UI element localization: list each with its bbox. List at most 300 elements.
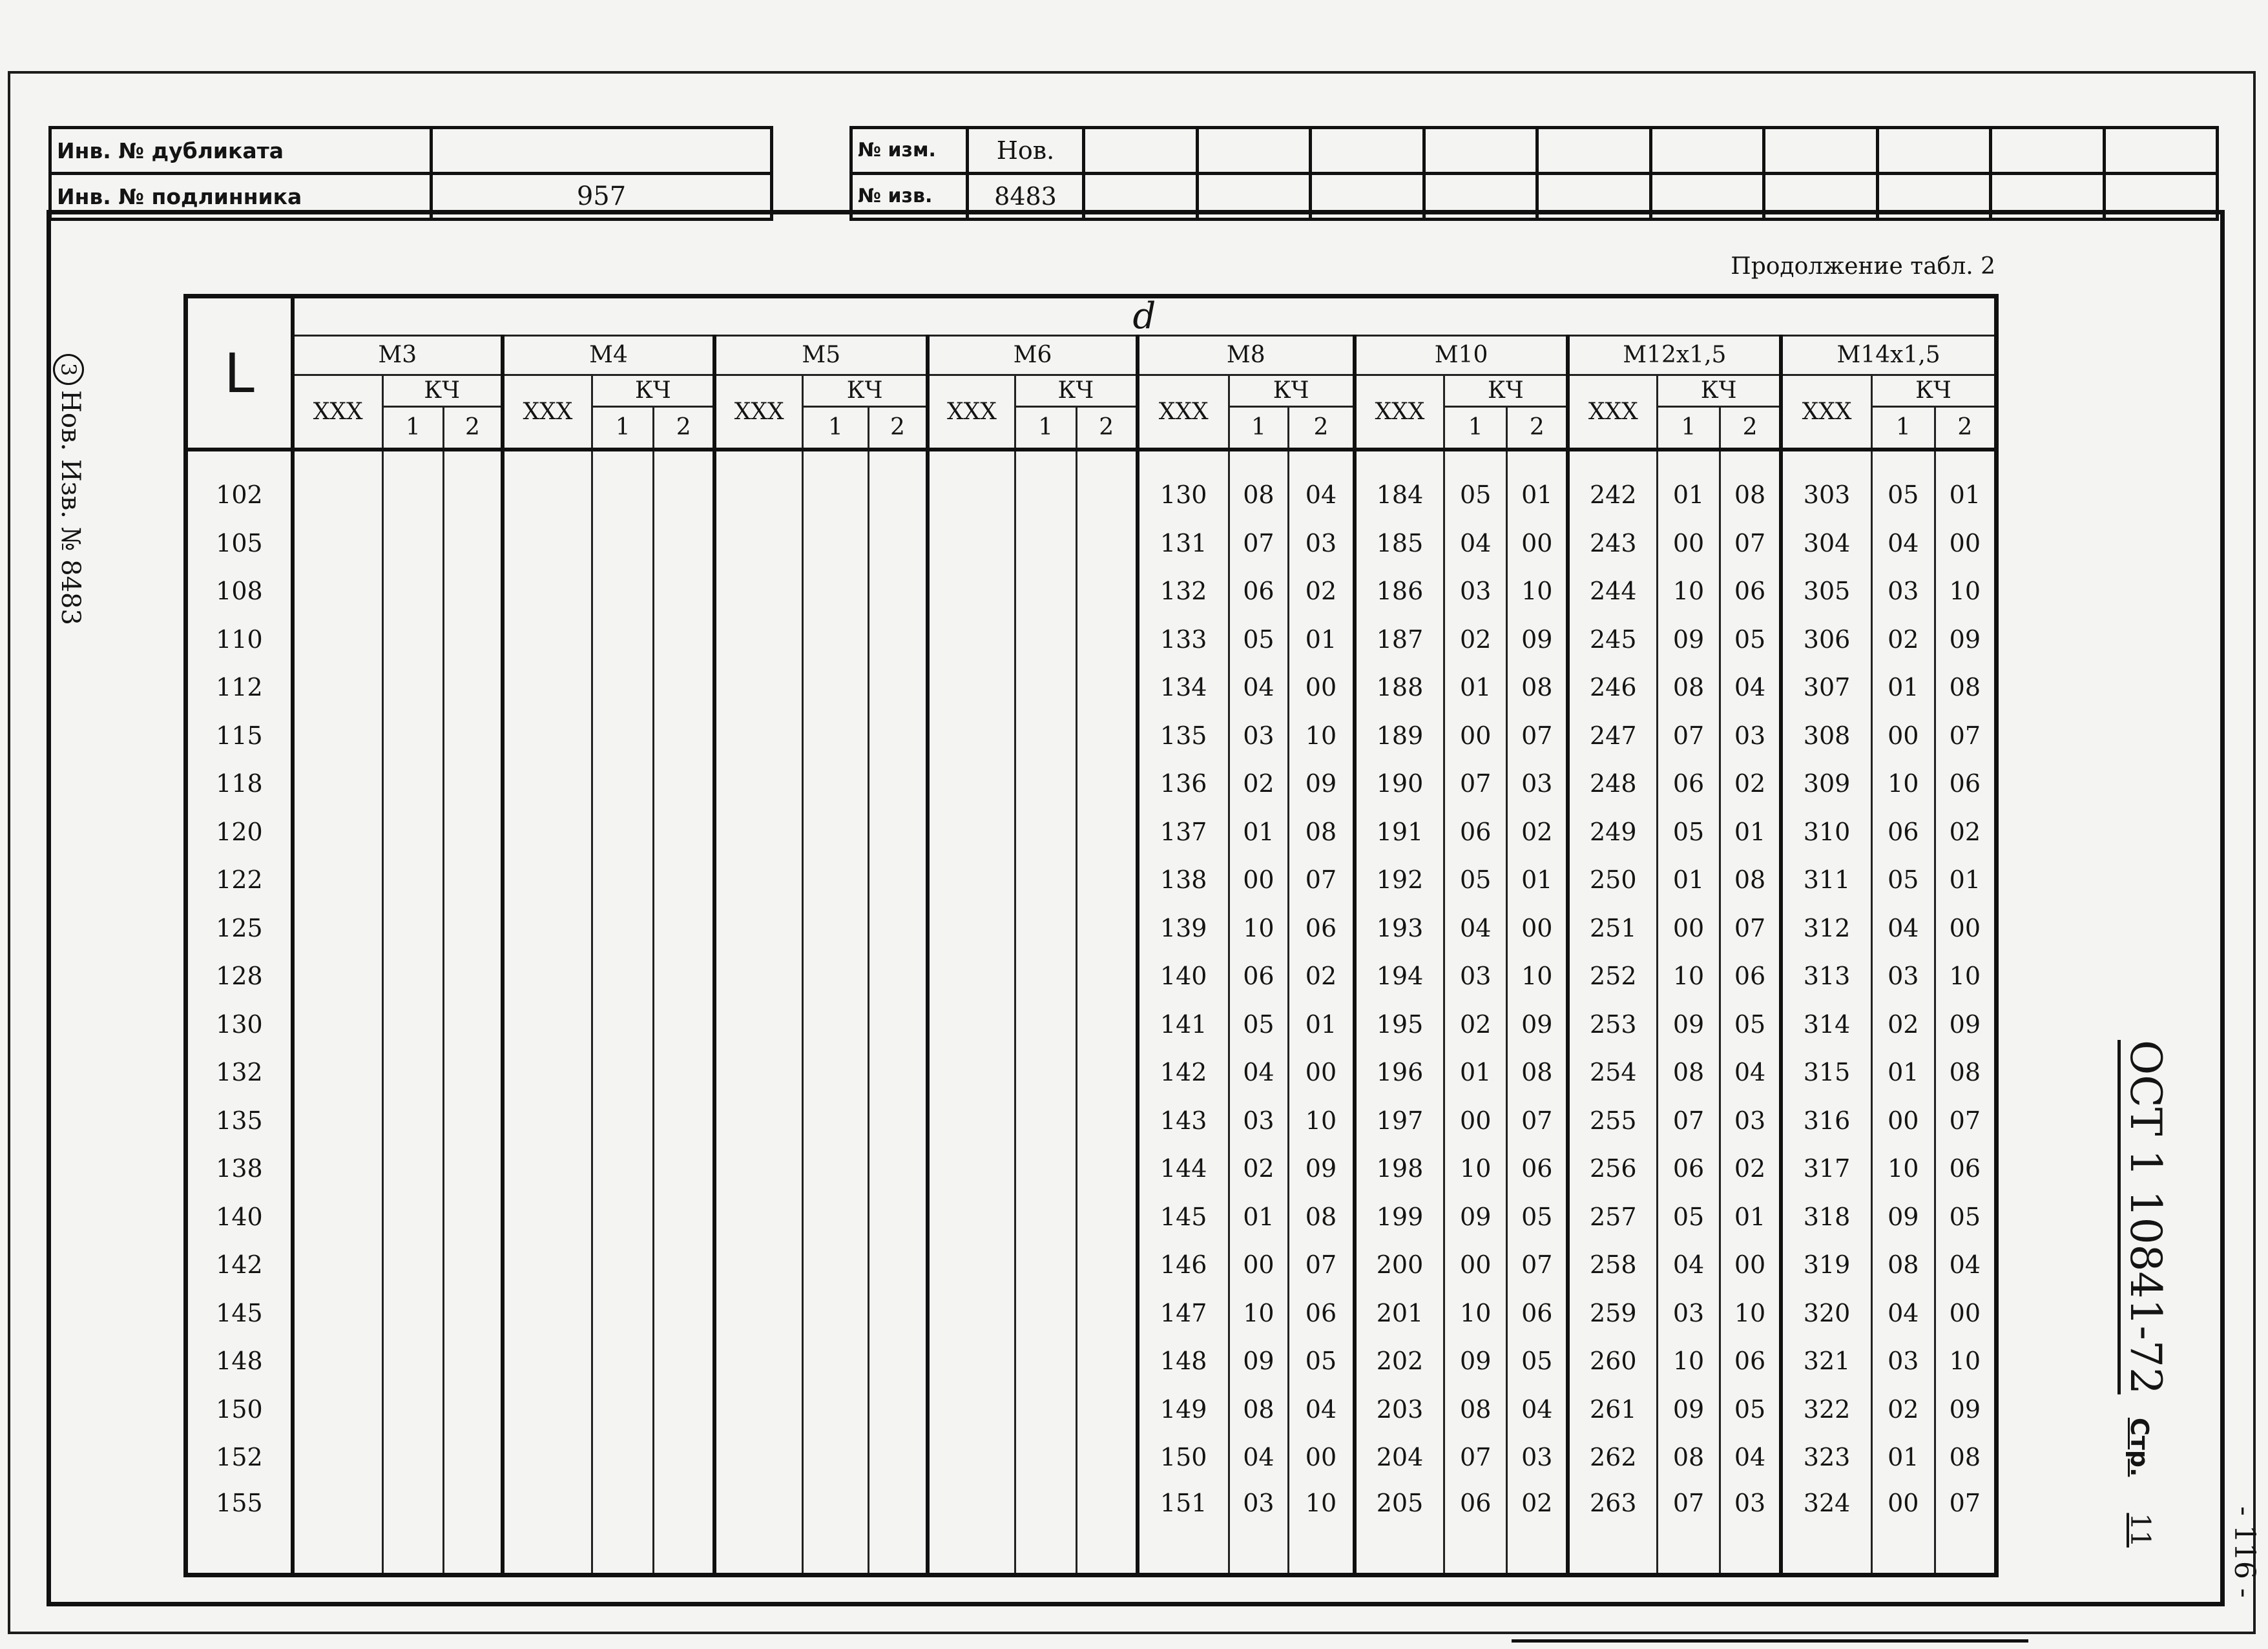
- kch-cell: 01: [1935, 471, 1996, 519]
- xxx-cell: 205: [1355, 1482, 1444, 1575]
- kch-cell: 03: [1229, 1482, 1289, 1575]
- notice-value: 8483: [968, 174, 1084, 220]
- kch-cell: 10: [1658, 567, 1720, 616]
- kch-cell: 01: [1507, 471, 1568, 519]
- kch-cell: 09: [1658, 616, 1720, 664]
- table-row: [186, 1097, 1997, 1145]
- kch-cell: 00: [1229, 1241, 1289, 1289]
- kch-cell: 04: [1871, 519, 1935, 568]
- length-cell: 120: [186, 808, 293, 856]
- kch-cell: 03: [1720, 712, 1781, 760]
- xxx-cell: 201: [1355, 1289, 1444, 1338]
- kch-cell: 02: [1507, 1482, 1568, 1575]
- kch-cell: 07: [1289, 1241, 1355, 1289]
- kch-header: КЧ: [1658, 375, 1782, 407]
- xxx-cell: 137: [1138, 808, 1229, 856]
- length-cell: 152: [186, 1433, 293, 1482]
- diameter-symbol: d: [1132, 296, 1156, 336]
- kch-sub-1-header: 1: [1444, 407, 1507, 450]
- kch-cell: 00: [1444, 1241, 1507, 1289]
- xxx-header: ХХХ: [1138, 375, 1229, 450]
- kch-cell: 05: [1658, 1193, 1720, 1241]
- xxx-cell: 190: [1355, 760, 1444, 808]
- orig-value: 957: [432, 174, 772, 220]
- kch-cell: 02: [1871, 1385, 1935, 1434]
- kch-cell: 05: [1720, 616, 1781, 664]
- kch-cell: 09: [1871, 1193, 1935, 1241]
- xxx-cell: 321: [1781, 1337, 1871, 1385]
- xxx-cell: 322: [1781, 1385, 1871, 1434]
- kch-cell: 09: [1507, 1001, 1568, 1049]
- xxx-cell: 262: [1568, 1433, 1657, 1482]
- kch-cell: 00: [1507, 904, 1568, 953]
- xxx-cell: 242: [1568, 471, 1657, 519]
- kch-cell: 03: [1289, 519, 1355, 568]
- inventory-block: [48, 126, 773, 221]
- xxx-cell: 188: [1355, 663, 1444, 712]
- xxx-cell: 131: [1138, 519, 1229, 568]
- xxx-cell: 186: [1355, 567, 1444, 616]
- dup-label: Инв. № дубликата: [50, 128, 432, 174]
- xxx-cell: 149: [1138, 1385, 1229, 1434]
- kch-cell: 02: [1444, 1001, 1507, 1049]
- kch-sub-1-header: 1: [592, 407, 654, 450]
- kch-cell: 05: [1658, 808, 1720, 856]
- table-row: [186, 760, 1997, 808]
- kch-cell: 04: [1720, 663, 1781, 712]
- xxx-cell: 185: [1355, 519, 1444, 568]
- xxx-cell: 200: [1355, 1241, 1444, 1289]
- kch-sub-2-header: 2: [1076, 407, 1138, 450]
- kch-cell: 01: [1720, 1193, 1781, 1241]
- kch-cell: 01: [1658, 471, 1720, 519]
- xxx-cell: 256: [1568, 1145, 1657, 1193]
- kch-sub-1-header: 1: [1658, 407, 1720, 450]
- xxx-cell: 140: [1138, 952, 1229, 1001]
- table-row: [186, 471, 1997, 519]
- kch-cell: 09: [1229, 1337, 1289, 1385]
- length-cell: 138: [186, 1145, 293, 1193]
- length-cell: 155: [186, 1482, 293, 1575]
- kch-cell: 03: [1507, 760, 1568, 808]
- kch-cell: 03: [1444, 952, 1507, 1001]
- table-row: [186, 1145, 1997, 1193]
- xxx-header: ХХХ: [928, 375, 1015, 450]
- xxx-cell: 134: [1138, 663, 1229, 712]
- kch-cell: 09: [1935, 1385, 1996, 1434]
- length-cell: 115: [186, 712, 293, 760]
- kch-cell: 06: [1507, 1289, 1568, 1338]
- table-row: [186, 904, 1997, 953]
- kch-header: КЧ: [803, 375, 928, 407]
- xxx-cell: 324: [1781, 1482, 1871, 1575]
- kch-cell: 07: [1935, 1097, 1996, 1145]
- kch-cell: 02: [1289, 567, 1355, 616]
- kch-cell: 00: [1289, 663, 1355, 712]
- kch-cell: 10: [1289, 1097, 1355, 1145]
- kch-cell: 09: [1289, 760, 1355, 808]
- page-number: 11: [2125, 1513, 2156, 1548]
- kch-sub-2-header: 2: [868, 407, 928, 450]
- xxx-cell: 319: [1781, 1241, 1871, 1289]
- kch-cell: 01: [1935, 856, 1996, 904]
- change-value: Нов.: [968, 128, 1084, 174]
- sheet-number: - 116 -: [2228, 1506, 2261, 1598]
- xxx-cell: 255: [1568, 1097, 1657, 1145]
- kch-cell: 04: [1444, 519, 1507, 568]
- kch-cell: 10: [1720, 1289, 1781, 1338]
- xxx-cell: 314: [1781, 1001, 1871, 1049]
- kch-cell: 06: [1289, 1289, 1355, 1338]
- thread-size-header: М4: [503, 336, 715, 375]
- kch-cell: 04: [1871, 1289, 1935, 1338]
- kch-cell: 07: [1935, 712, 1996, 760]
- xxx-cell: 304: [1781, 519, 1871, 568]
- document-code: ОСТ 1 10841-72: [2121, 1040, 2170, 1395]
- kch-cell: 07: [1507, 1097, 1568, 1145]
- kch-header: КЧ: [1871, 375, 1996, 407]
- kch-cell: 08: [1507, 1048, 1568, 1097]
- xxx-cell: 303: [1781, 471, 1871, 519]
- xxx-cell: 323: [1781, 1433, 1871, 1482]
- table-row: [186, 712, 1997, 760]
- xxx-cell: 203: [1355, 1385, 1444, 1434]
- thread-size-header: М5: [714, 336, 928, 375]
- kch-cell: 03: [1444, 567, 1507, 616]
- kch-cell: 00: [1871, 1097, 1935, 1145]
- kch-cell: 07: [1289, 856, 1355, 904]
- kch-cell: 00: [1871, 1482, 1935, 1575]
- kch-cell: 05: [1229, 616, 1289, 664]
- bottom-rule: [1512, 1639, 2028, 1643]
- xxx-cell: 306: [1781, 616, 1871, 664]
- xxx-cell: 261: [1568, 1385, 1657, 1434]
- kch-cell: 10: [1444, 1289, 1507, 1338]
- kch-cell: 01: [1229, 1193, 1289, 1241]
- table-row: [186, 1289, 1997, 1338]
- kch-cell: 00: [1935, 519, 1996, 568]
- xxx-cell: 311: [1781, 856, 1871, 904]
- revision-block: [849, 126, 2219, 221]
- kch-cell: 00: [1229, 856, 1289, 904]
- length-header: [186, 296, 293, 450]
- dimension-table: [183, 294, 1999, 1577]
- xxx-cell: 316: [1781, 1097, 1871, 1145]
- kch-cell: 06: [1229, 952, 1289, 1001]
- xxx-cell: 254: [1568, 1048, 1657, 1097]
- kch-cell: 10: [1935, 567, 1996, 616]
- revision-circle-stamp: 3: [53, 354, 84, 385]
- kch-sub-2-header: 2: [444, 407, 503, 450]
- length-cell: 135: [186, 1097, 293, 1145]
- kch-cell: 07: [1658, 1482, 1720, 1575]
- kch-cell: 03: [1871, 1337, 1935, 1385]
- orig-label: Инв. № подлинника: [50, 174, 432, 220]
- kch-cell: 00: [1507, 519, 1568, 568]
- xxx-cell: 318: [1781, 1193, 1871, 1241]
- dup-value: [432, 128, 772, 174]
- kch-cell: 04: [1658, 1241, 1720, 1289]
- thread-size-header: М14х1,5: [1781, 336, 1996, 375]
- xxx-header: ХХХ: [1568, 375, 1657, 450]
- kch-cell: 05: [1871, 856, 1935, 904]
- length-cell: 125: [186, 904, 293, 953]
- xxx-header: ХХХ: [714, 375, 802, 450]
- kch-header: КЧ: [592, 375, 715, 407]
- kch-cell: 02: [1871, 616, 1935, 664]
- table-row: [186, 808, 1997, 856]
- kch-cell: 05: [1720, 1385, 1781, 1434]
- kch-cell: 09: [1658, 1001, 1720, 1049]
- thread-size-header: М8: [1138, 336, 1355, 375]
- kch-cell: 04: [1229, 1433, 1289, 1482]
- kch-cell: 05: [1229, 1001, 1289, 1049]
- xxx-cell: 246: [1568, 663, 1657, 712]
- kch-cell: 04: [1444, 904, 1507, 953]
- kch-cell: 10: [1229, 1289, 1289, 1338]
- kch-cell: 05: [1507, 1337, 1568, 1385]
- xxx-cell: 151: [1138, 1482, 1229, 1575]
- xxx-cell: 187: [1355, 616, 1444, 664]
- xxx-cell: 248: [1568, 760, 1657, 808]
- table-row: [186, 1048, 1997, 1097]
- kch-cell: 01: [1871, 1048, 1935, 1097]
- kch-cell: 00: [1444, 1097, 1507, 1145]
- kch-cell: 02: [1871, 1001, 1935, 1049]
- kch-cell: 06: [1720, 567, 1781, 616]
- notice-label: № изв.: [851, 174, 968, 220]
- kch-cell: 00: [1658, 519, 1720, 568]
- xxx-cell: 244: [1568, 567, 1657, 616]
- revision-note-text: Нов. Изв. № 8483: [56, 390, 85, 625]
- xxx-cell: 148: [1138, 1337, 1229, 1385]
- xxx-cell: 202: [1355, 1337, 1444, 1385]
- kch-cell: 06: [1229, 567, 1289, 616]
- xxx-cell: 139: [1138, 904, 1229, 953]
- kch-cell: 06: [1935, 1145, 1996, 1193]
- length-cell: 105: [186, 519, 293, 568]
- kch-cell: 08: [1935, 1048, 1996, 1097]
- xxx-cell: 250: [1568, 856, 1657, 904]
- kch-cell: 10: [1935, 952, 1996, 1001]
- kch-cell: 05: [1444, 471, 1507, 519]
- kch-cell: 03: [1720, 1482, 1781, 1575]
- kch-cell: 10: [1871, 1145, 1935, 1193]
- kch-cell: 05: [1289, 1337, 1355, 1385]
- kch-cell: 09: [1935, 616, 1996, 664]
- length-cell: 130: [186, 1001, 293, 1049]
- kch-cell: 10: [1289, 712, 1355, 760]
- document-designation: [2121, 1040, 2170, 1548]
- kch-cell: 07: [1720, 904, 1781, 953]
- xxx-header: ХХХ: [293, 375, 382, 450]
- kch-cell: 08: [1658, 1048, 1720, 1097]
- kch-cell: 05: [1507, 1193, 1568, 1241]
- kch-header: КЧ: [382, 375, 503, 407]
- length-cell: 128: [186, 952, 293, 1001]
- change-label: № изм.: [851, 128, 968, 174]
- kch-cell: 05: [1871, 471, 1935, 519]
- xxx-cell: 204: [1355, 1433, 1444, 1482]
- kch-cell: 01: [1444, 663, 1507, 712]
- kch-cell: 04: [1507, 1385, 1568, 1434]
- kch-cell: 03: [1507, 1433, 1568, 1482]
- kch-cell: 06: [1658, 1145, 1720, 1193]
- xxx-cell: 252: [1568, 952, 1657, 1001]
- kch-cell: 01: [1720, 808, 1781, 856]
- xxx-cell: 251: [1568, 904, 1657, 953]
- length-cell: 110: [186, 616, 293, 664]
- thread-size-header: М6: [928, 336, 1138, 375]
- kch-header: КЧ: [1229, 375, 1355, 407]
- kch-header: КЧ: [1015, 375, 1138, 407]
- kch-cell: 08: [1507, 663, 1568, 712]
- xxx-cell: 141: [1138, 1001, 1229, 1049]
- kch-cell: 06: [1289, 904, 1355, 953]
- kch-cell: 10: [1871, 760, 1935, 808]
- kch-sub-1-header: 1: [382, 407, 444, 450]
- thread-size-header: М10: [1355, 336, 1568, 375]
- kch-cell: 10: [1507, 952, 1568, 1001]
- length-cell: 122: [186, 856, 293, 904]
- kch-cell: 02: [1289, 952, 1355, 1001]
- xxx-header: ХХХ: [503, 375, 592, 450]
- xxx-cell: 315: [1781, 1048, 1871, 1097]
- xxx-cell: 143: [1138, 1097, 1229, 1145]
- table-row: [186, 1337, 1997, 1385]
- kch-cell: 03: [1871, 567, 1935, 616]
- length-cell: 118: [186, 760, 293, 808]
- kch-cell: 04: [1289, 471, 1355, 519]
- kch-sub-1-header: 1: [803, 407, 869, 450]
- kch-cell: 07: [1507, 1241, 1568, 1289]
- table-row: [186, 663, 1997, 712]
- kch-cell: 07: [1658, 712, 1720, 760]
- kch-cell: 07: [1444, 1433, 1507, 1482]
- xxx-header: ХХХ: [1355, 375, 1444, 450]
- kch-sub-2-header: 2: [1289, 407, 1355, 450]
- kch-cell: 03: [1229, 1097, 1289, 1145]
- xxx-cell: 259: [1568, 1289, 1657, 1338]
- kch-cell: 01: [1289, 616, 1355, 664]
- kch-cell: 06: [1444, 808, 1507, 856]
- kch-cell: 03: [1871, 952, 1935, 1001]
- diameter-header: [293, 296, 1997, 336]
- xxx-cell: 130: [1138, 471, 1229, 519]
- kch-cell: 00: [1289, 1048, 1355, 1097]
- kch-cell: 08: [1289, 808, 1355, 856]
- xxx-cell: 197: [1355, 1097, 1444, 1145]
- xxx-cell: 194: [1355, 952, 1444, 1001]
- xxx-cell: 258: [1568, 1241, 1657, 1289]
- table-continuation-caption: Продолжение табл. 2: [1731, 253, 1995, 280]
- table-row: [186, 1482, 1997, 1575]
- kch-cell: 04: [1720, 1048, 1781, 1097]
- xxx-cell: 138: [1138, 856, 1229, 904]
- kch-cell: 00: [1444, 712, 1507, 760]
- table-row: [186, 1193, 1997, 1241]
- kch-cell: 09: [1658, 1385, 1720, 1434]
- table-row: [186, 567, 1997, 616]
- kch-cell: 06: [1507, 1145, 1568, 1193]
- kch-cell: 02: [1444, 616, 1507, 664]
- kch-cell: 07: [1229, 519, 1289, 568]
- kch-cell: 09: [1935, 1001, 1996, 1049]
- kch-cell: 05: [1935, 1193, 1996, 1241]
- kch-cell: 08: [1935, 1433, 1996, 1482]
- xxx-cell: 308: [1781, 712, 1871, 760]
- table-row: [186, 856, 1997, 904]
- kch-cell: 00: [1935, 1289, 1996, 1338]
- xxx-cell: 312: [1781, 904, 1871, 953]
- kch-cell: 08: [1444, 1385, 1507, 1434]
- kch-cell: 08: [1871, 1241, 1935, 1289]
- kch-cell: 02: [1229, 1145, 1289, 1193]
- kch-cell: 07: [1935, 1482, 1996, 1575]
- kch-cell: 04: [1935, 1241, 1996, 1289]
- xxx-cell: 136: [1138, 760, 1229, 808]
- length-cell: 140: [186, 1193, 293, 1241]
- kch-cell: 03: [1229, 712, 1289, 760]
- kch-cell: 06: [1720, 1337, 1781, 1385]
- xxx-cell: 307: [1781, 663, 1871, 712]
- kch-cell: 08: [1720, 471, 1781, 519]
- kch-cell: 08: [1229, 471, 1289, 519]
- kch-cell: 01: [1871, 1433, 1935, 1482]
- kch-cell: 09: [1507, 616, 1568, 664]
- xxx-cell: 309: [1781, 760, 1871, 808]
- kch-cell: 06: [1720, 952, 1781, 1001]
- thread-size-header: М3: [293, 336, 503, 375]
- kch-cell: 02: [1507, 808, 1568, 856]
- xxx-cell: 260: [1568, 1337, 1657, 1385]
- kch-sub-2-header: 2: [1935, 407, 1996, 450]
- xxx-cell: 135: [1138, 712, 1229, 760]
- xxx-cell: 243: [1568, 519, 1657, 568]
- kch-cell: 00: [1935, 904, 1996, 953]
- kch-cell: 01: [1289, 1001, 1355, 1049]
- xxx-cell: 133: [1138, 616, 1229, 664]
- kch-cell: 06: [1658, 760, 1720, 808]
- kch-cell: 04: [1871, 904, 1935, 953]
- kch-cell: 05: [1444, 856, 1507, 904]
- xxx-cell: 198: [1355, 1145, 1444, 1193]
- kch-sub-2-header: 2: [654, 407, 715, 450]
- xxx-cell: 317: [1781, 1145, 1871, 1193]
- kch-sub-1-header: 1: [1015, 407, 1076, 450]
- kch-cell: 01: [1229, 808, 1289, 856]
- length-cell: 132: [186, 1048, 293, 1097]
- kch-cell: 10: [1289, 1482, 1355, 1575]
- kch-cell: 08: [1658, 663, 1720, 712]
- kch-sub-1-header: 1: [1871, 407, 1935, 450]
- length-symbol: L: [224, 341, 255, 405]
- kch-cell: 01: [1507, 856, 1568, 904]
- kch-cell: 10: [1658, 1337, 1720, 1385]
- xxx-cell: 132: [1138, 567, 1229, 616]
- kch-cell: 04: [1289, 1385, 1355, 1434]
- table-row: [186, 1241, 1997, 1289]
- kch-cell: 10: [1935, 1337, 1996, 1385]
- kch-cell: 03: [1658, 1289, 1720, 1338]
- kch-header: КЧ: [1444, 375, 1568, 407]
- kch-cell: 08: [1229, 1385, 1289, 1434]
- xxx-cell: 184: [1355, 471, 1444, 519]
- kch-sub-2-header: 2: [1507, 407, 1568, 450]
- kch-cell: 02: [1935, 808, 1996, 856]
- kch-cell: 02: [1229, 760, 1289, 808]
- kch-cell: 07: [1507, 712, 1568, 760]
